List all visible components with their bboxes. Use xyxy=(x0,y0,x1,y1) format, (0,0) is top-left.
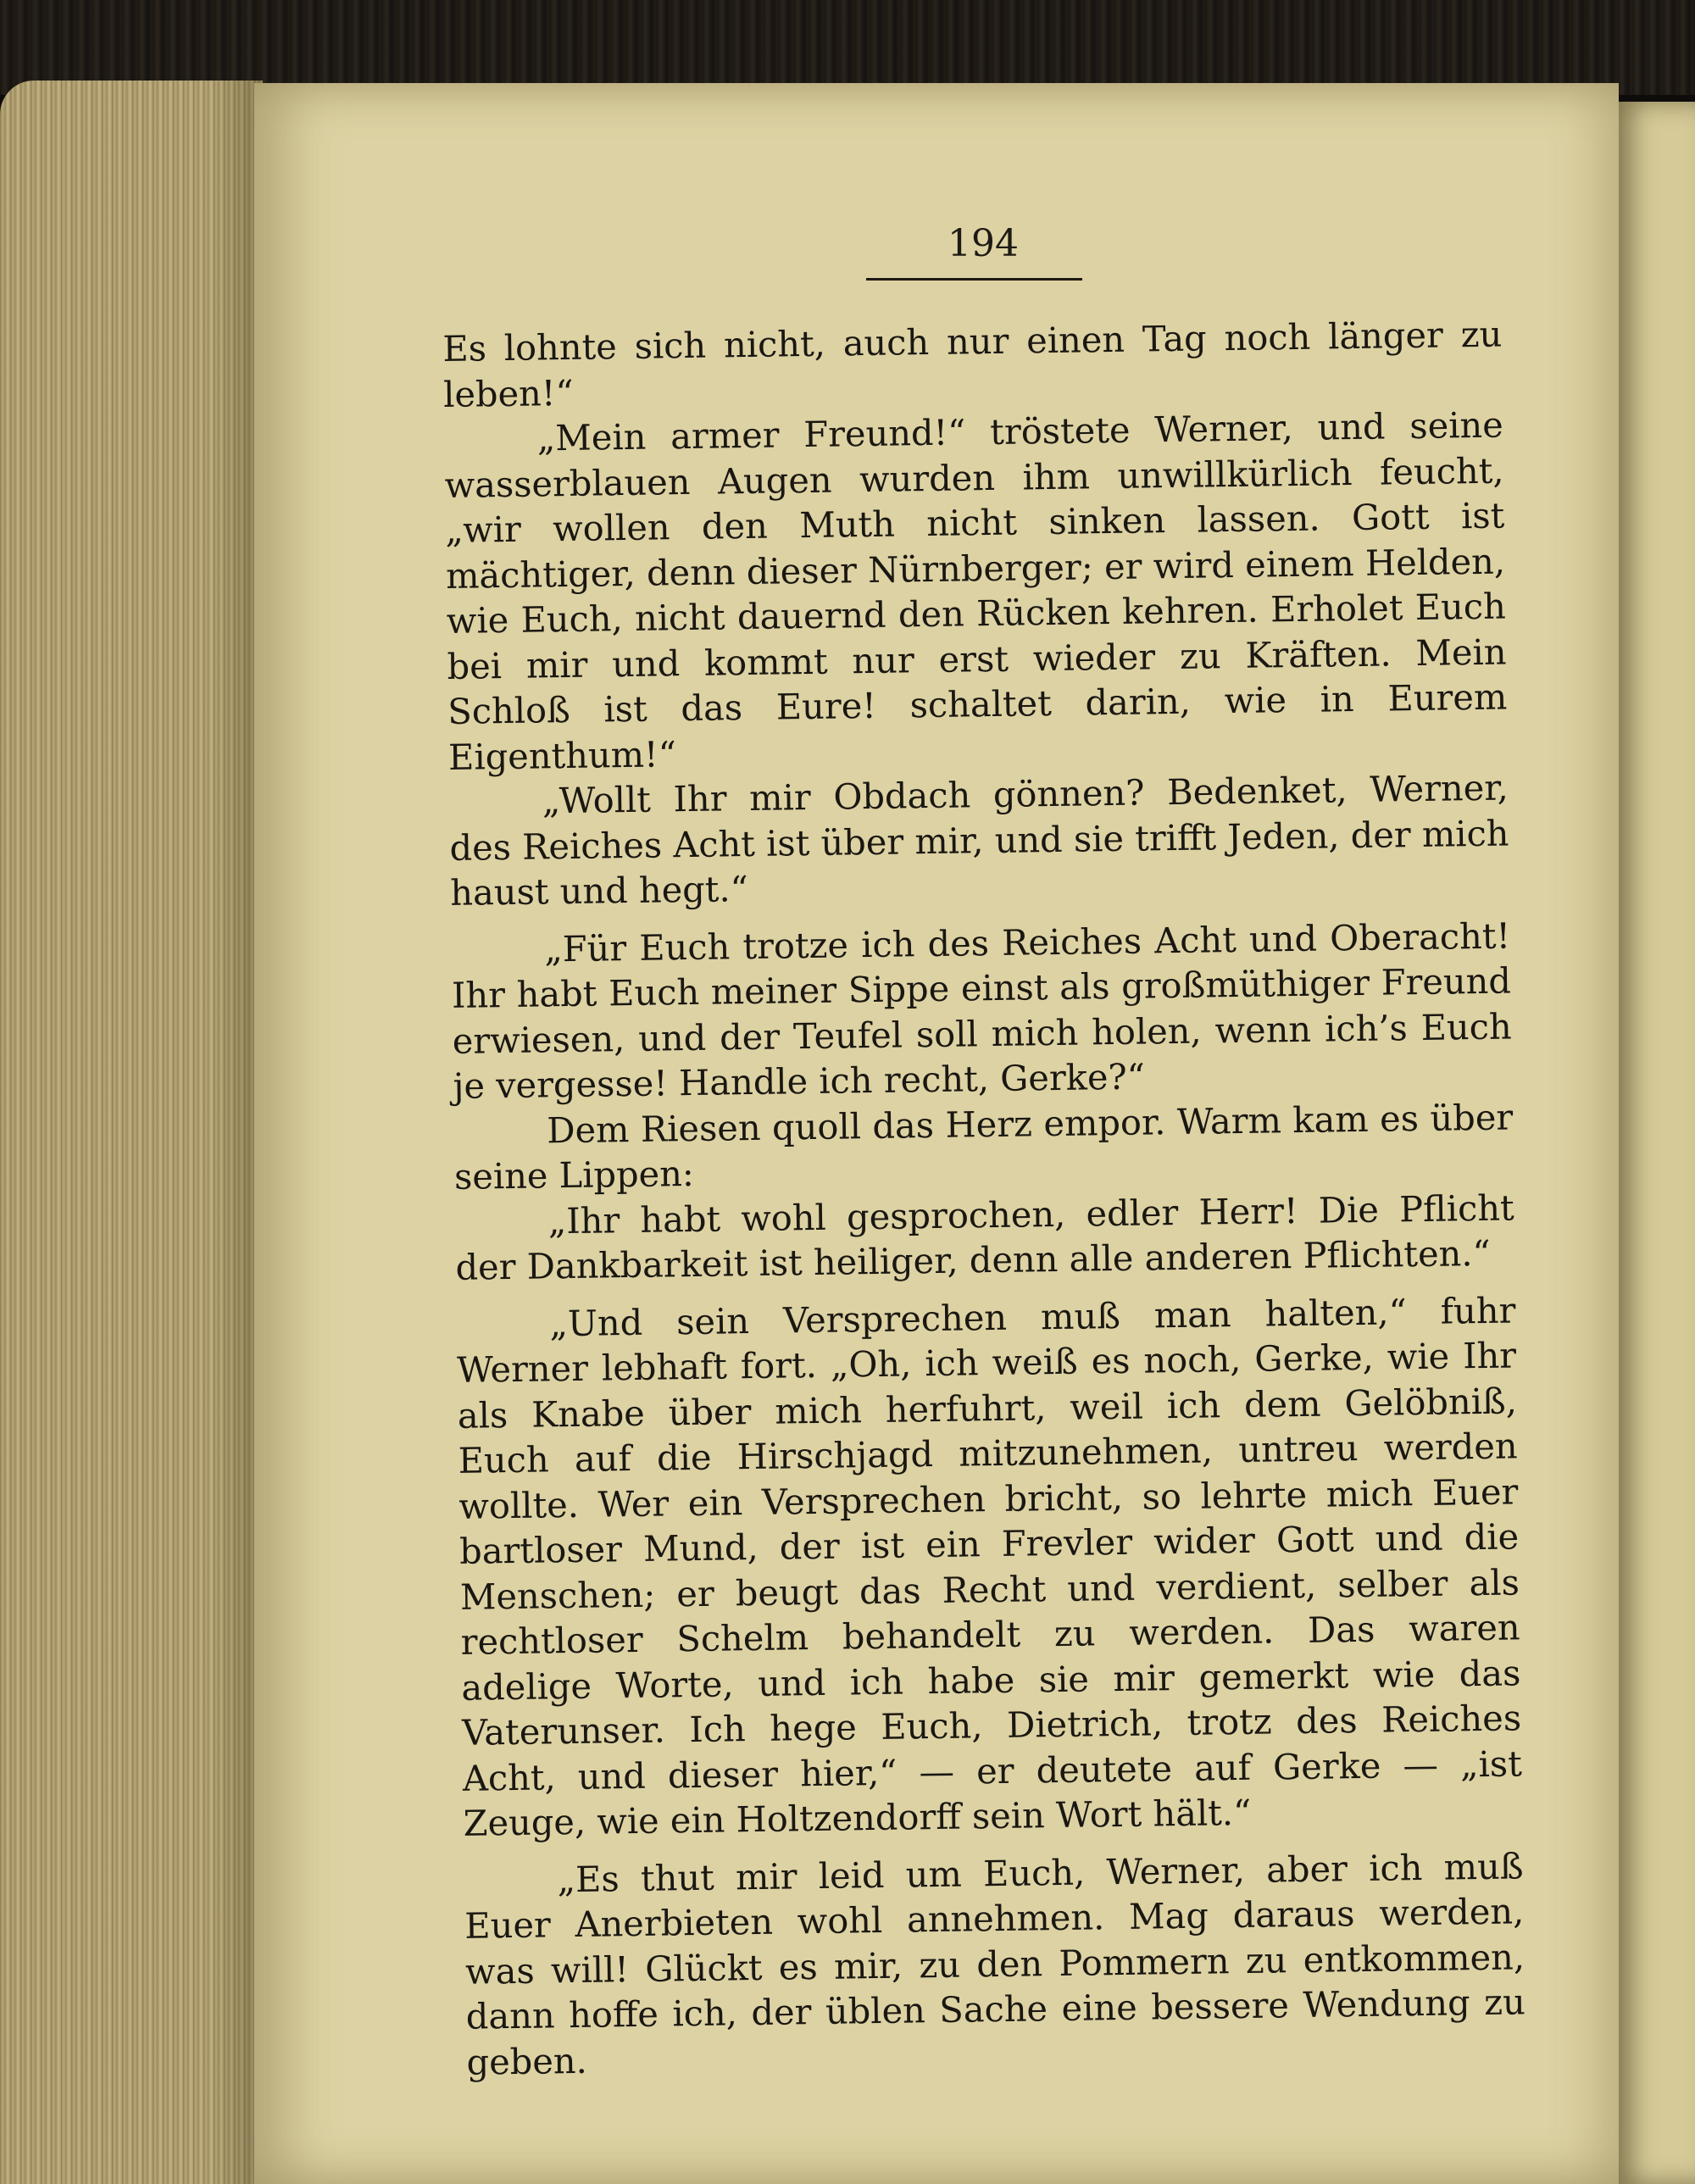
paragraph: „Es thut mir leid um Euch, Werner, aber ich muß Euer Anerbieten wohl annehmen. Mag daraus werden, was will! Glückt es mir, zu den Pommern zu entkommen, dann hoffe ich, der üblen Sache eine bessere Wendung zu geben. xyxy=(464,1844,1526,2083)
paragraph: „Und sein Versprechen muß man halten,“ fuhr Werner lebhaft fort. „Oh, ich weiß es noch, Gerke, wie Ihr als Knabe über mich herfuhrt, weil ich dem Gelöbniß, Euch auf die Hirschjagd mitzunehmen, untreu werden wollte. Wer ein Versprechen bricht, so lehrte mich Euer bartloser Mund, der ist ein Frevler wider Gott und die Menschen; er beugt das Recht und verdient, selber als rechtloser Schelm behandelt zu werden. Das waren adelige Worte, und ich habe sie mir gemerkt wie das Vaterunser. Ich hege Euch, Dietrich, trotz des Reiches Acht, und dieser hier,“ — er deutete auf Gerke — „ist Zeuge, wie ein Holtzendorff sein Wort hält.“ xyxy=(456,1288,1523,1844)
paragraph: „Ihr habt wohl gesprochen, edler Herr! Die Pflicht der Dankbarkeit ist heiliger, denn alle anderen Pflichten.“ xyxy=(455,1186,1514,1288)
paragraph: Es lohnte sich nicht, auch nur einen Tag noch länger zu leben!“ xyxy=(442,313,1503,415)
paragraph: „Wollt Ihr mir Obdach gönnen? Bedenket, Werner, des Reiches Acht ist über mir, und sie trifft Jeden, der mich haust und hegt.“ xyxy=(449,766,1509,914)
facing-page-edge xyxy=(1614,102,1695,2184)
stacked-page-edges xyxy=(0,81,263,2184)
page-number: 194 xyxy=(948,222,1019,265)
paragraph: „Für Euch trotze ich des Reiches Acht und Oberacht! Ihr habt Euch meiner Sippe einst als großmüthiger Freund erwiesen, und der Teufel soll mich holen, wenn ich’s Euch je vergesse! Handle ich recht, Gerke?“ xyxy=(451,914,1512,1107)
paragraph: „Mein armer Freund!“ tröstete Werner, und seine wasserblauen Augen wurden ihm unwillkürlich feucht, „wir wollen den Muth nicht sinken lassen. Gott ist mächtiger, denn dieser Nürnberger; er wird einem Helden, wie Euch, nicht dauernd den Rücken kehren. Erholet Euch bei mir und kommt nur erst wieder zu Kräften. Mein Schloß ist das Eure! schaltet darin, wie in Eurem Eigenthum!“ xyxy=(444,403,1508,778)
header-rule xyxy=(866,278,1082,281)
body-text xyxy=(442,312,1526,2085)
paragraph: Dem Riesen quoll das Herz empor. Warm kam es über seine Lippen: xyxy=(453,1095,1514,1198)
